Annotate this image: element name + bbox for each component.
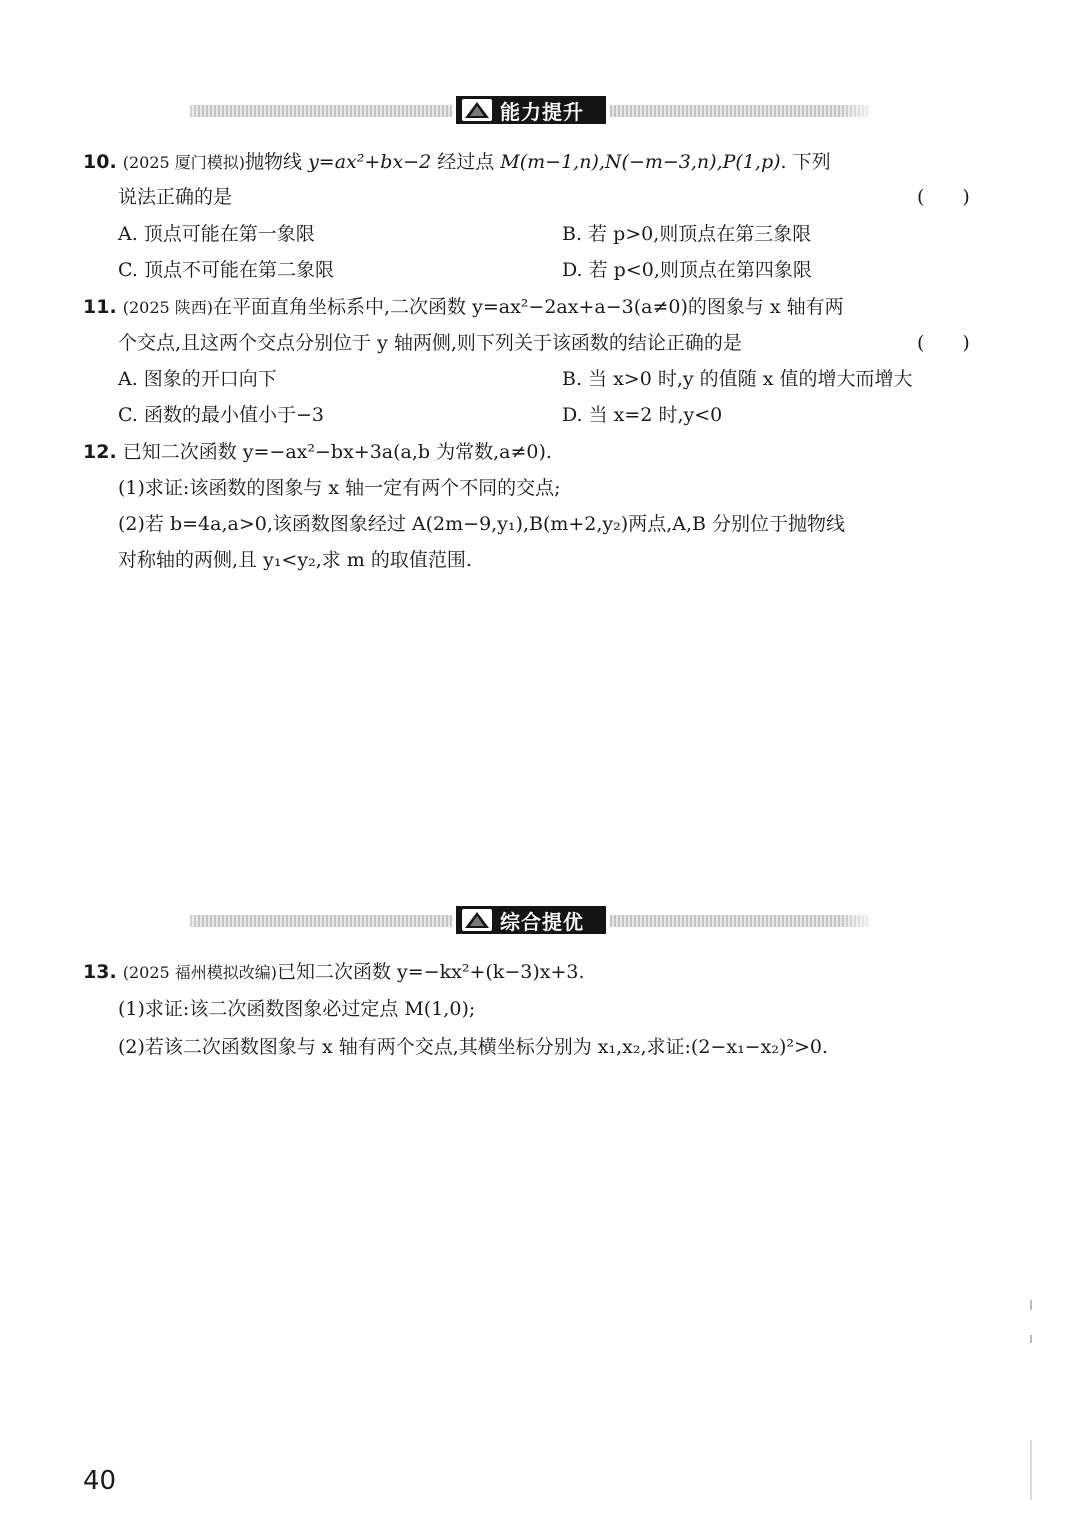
page-number: 40	[83, 1466, 117, 1496]
option-b: B. 当 x>0 时,y 的值随 x 值的增大而增大	[562, 368, 913, 390]
section-title-text: 综合提优	[500, 909, 584, 934]
answer-blank: ( )	[917, 332, 970, 354]
decorative-stripe	[190, 105, 452, 117]
question-source: (2025 福州模拟改编)	[122, 963, 278, 982]
question-13-part-1: (1)求证:该二次函数图象必过定点 M(1,0);	[118, 998, 476, 1020]
question-12-part-1: (1)求证:该函数的图象与 x 轴一定有两个不同的交点;	[118, 477, 561, 499]
question-11-line-2: 个交点,且这两个交点分别位于 y 轴两侧,则下列关于该函数的结论正确的是	[118, 332, 742, 354]
section-title-text: 能力提升	[500, 99, 584, 124]
section-header-comprehensive	[160, 906, 920, 936]
scan-mark	[1030, 1335, 1032, 1343]
question-number: 10.	[83, 151, 117, 173]
formula: M(m−1,n),N(−m−3,n),P(1,p)	[500, 151, 781, 173]
section-header-ability	[160, 96, 920, 126]
scan-mark	[1030, 1440, 1032, 1500]
decorative-stripe	[610, 105, 870, 117]
formula: y=ax²+bx−2	[308, 151, 432, 173]
decorative-stripe	[190, 915, 452, 927]
question-source: (2025 厦门模拟)	[122, 153, 246, 172]
option-b: B. 若 p>0,则顶点在第三象限	[562, 223, 812, 245]
answer-blank: ( )	[917, 186, 970, 208]
option-c: C. 顶点不可能在第二象限	[118, 259, 334, 281]
option-a: A. 图象的开口向下	[118, 368, 277, 390]
decorative-stripe	[610, 915, 870, 927]
option-a: A. 顶点可能在第一象限	[118, 223, 315, 245]
question-10-line-1: 10. (2025 厦门模拟)抛物线 y=ax²+bx−2 经过点 M(m−1,n),N(−m−3,n),P(1,p). 下列	[83, 151, 831, 173]
question-number: 12.	[83, 441, 117, 463]
option-c: C. 函数的最小值小于−3	[118, 404, 324, 426]
option-d: D. 若 p<0,则顶点在第四象限	[562, 259, 812, 281]
section-title	[456, 96, 606, 124]
question-10-line-2: 说法正确的是	[118, 186, 233, 208]
scan-mark	[1030, 1300, 1032, 1310]
question-12-part-2: (2)若 b=4a,a>0,该函数图象经过 A(2m−9,y₁),B(m+2,y₂)两点,A,B 分别位于抛物线	[118, 513, 846, 535]
question-number: 11.	[83, 296, 117, 318]
question-source: (2025 陕西)	[122, 298, 214, 317]
option-d: D. 当 x=2 时,y<0	[562, 404, 723, 426]
section-title	[456, 906, 606, 934]
question-12-line-1: 12. 已知二次函数 y=−ax²−bx+3a(a,b 为常数,a≠0).	[83, 441, 552, 463]
question-11-line-1: 11. (2025 陕西)在平面直角坐标系中,二次函数 y=ax²−2ax+a−3(a≠0)的图象与 x 轴有两	[83, 296, 844, 318]
question-number: 13.	[83, 961, 117, 983]
question-13-part-2: (2)若该二次函数图象与 x 轴有两个交点,其横坐标分别为 x₁,x₂,求证:(2−x₁−x₂)²>0.	[118, 1036, 829, 1058]
question-12-part-2-cont: 对称轴的两侧,且 y₁<y₂,求 m 的取值范围.	[118, 549, 472, 571]
question-13-line-1: 13. (2025 福州模拟改编)已知二次函数 y=−kx²+(k−3)x+3.	[83, 961, 585, 983]
pyramid-icon	[462, 99, 492, 121]
pyramid-icon	[462, 909, 492, 931]
